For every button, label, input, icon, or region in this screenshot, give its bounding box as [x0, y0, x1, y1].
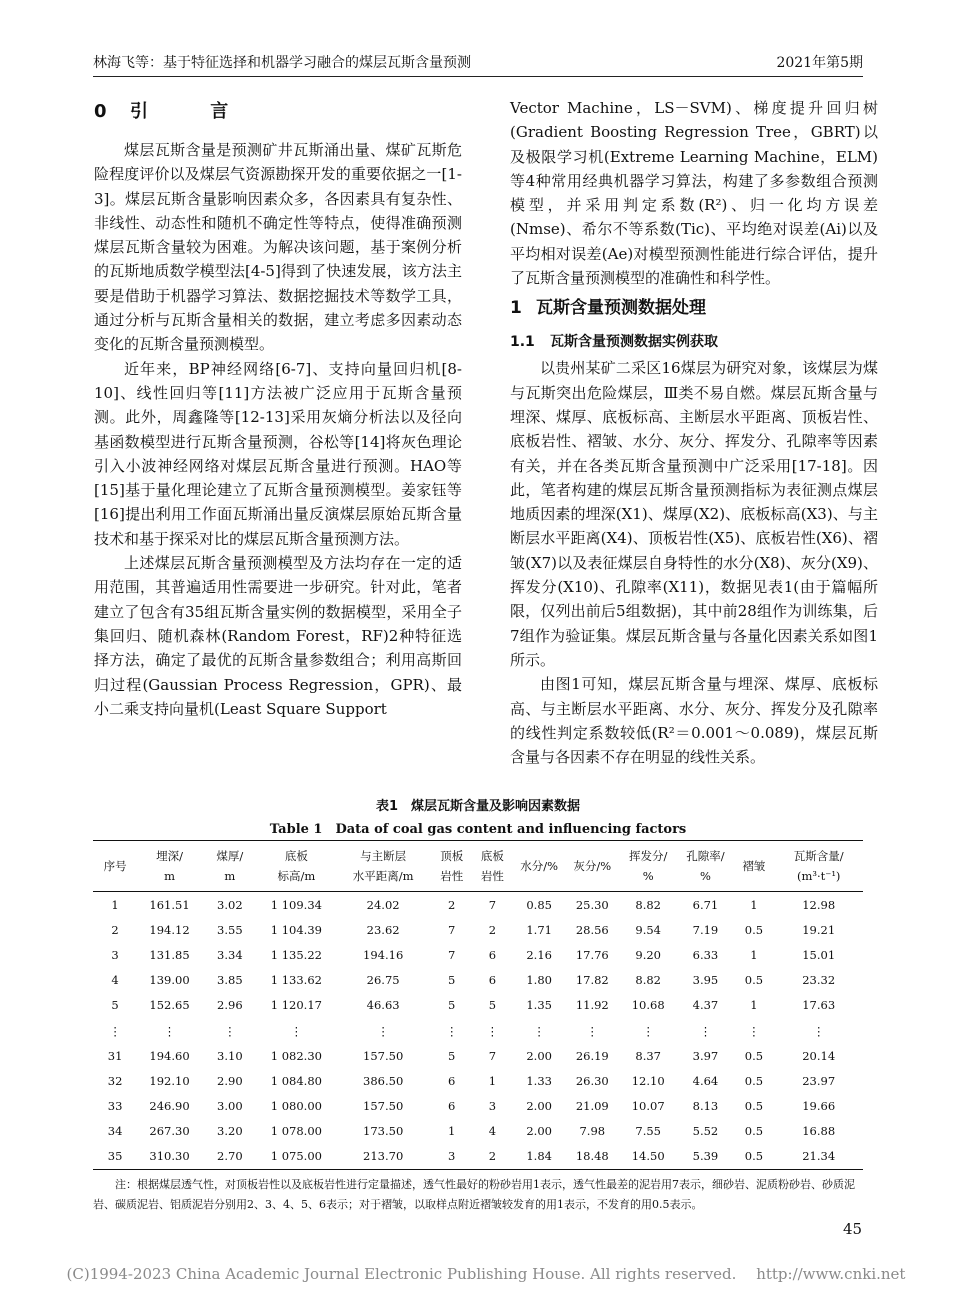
- table-cell: 4.64: [692, 1073, 719, 1088]
- table-cell: 267.30: [149, 1124, 190, 1139]
- table-cell: 0.5: [744, 922, 764, 937]
- table-cell: 26.30: [575, 1073, 609, 1088]
- table-cell: 3.02: [217, 897, 243, 912]
- table-caption-cn: 表1 煤层瓦斯含量及影响因素数据: [375, 799, 581, 814]
- table-cell: 11.92: [575, 998, 609, 1013]
- intro-paragraph-3-continued: Vector Machine，LS－SVM)、梯度提升回归树(Gradient Boosting Regression Tree，GBRT)以及极限学习机(Extreme Learning Machine，ELM)等4种常用经典机器学习算法，构建了多参数组合预测模型，并采用判定系数(R²)、归一化均方误差(Nmse)、希尔不等系数(Tic)、平均绝对误差(Ai)以及平均相对误差(Ae)对模型预测性能进行综合评估，提升了瓦斯含量预测模型的准确性和科学性。: [510, 99, 878, 288]
- table-cell: 2: [488, 922, 497, 937]
- table-cell: 10.68: [631, 998, 665, 1013]
- table-cell: 2.00: [526, 1048, 552, 1063]
- table-cell: 0.5: [744, 1048, 764, 1063]
- table-cell: ⋮: [486, 1023, 499, 1038]
- table-cell: 310.30: [137, 1144, 202, 1170]
- section-1-1-heading: [510, 330, 878, 354]
- table-cell: 23.97: [802, 1073, 836, 1088]
- table-cell: 9.20: [635, 947, 661, 962]
- table-cell: 4.37: [692, 998, 719, 1013]
- table-cell: 2.90: [217, 1073, 243, 1088]
- table-cell: 173.50: [363, 1124, 404, 1139]
- table-cell: 16.88: [802, 1124, 836, 1139]
- table-cell: 3.95: [692, 973, 719, 988]
- table-cell: 7.55: [635, 1124, 661, 1139]
- table-cell: 46.63: [366, 998, 400, 1013]
- table-cell: ⋮: [377, 1023, 389, 1038]
- table-cell: 5.52: [692, 1124, 719, 1139]
- table-cell: 14.50: [619, 1144, 678, 1170]
- table-cell: 6.71: [692, 897, 719, 912]
- section-0-title: 引 言: [130, 101, 257, 122]
- table-row: [93, 892, 863, 918]
- table-cell: 6: [448, 1099, 456, 1114]
- table-cell: 0.5: [744, 973, 764, 988]
- page-number: 45: [843, 1220, 863, 1238]
- table-cell: 5: [111, 998, 119, 1013]
- table-cell: 1: [750, 998, 758, 1013]
- table-cell: 1 109.34: [270, 897, 322, 912]
- table-cell: 8.13: [692, 1099, 719, 1114]
- intro-paragraph-1: 煤层瓦斯含量是预测矿井瓦斯涌出量、煤矿瓦斯危险程度评价以及煤层气资源勘探开发的重要依据之一[1-3]。煤层瓦斯含量影响因素众多，各因素具有复杂性、非线性、动态性和随机不确定性等特点，使得准确预测煤层瓦斯含量较为困难。为解决该问题，基于案例分析的瓦斯地质数学模型法[4-5]得到了快速发展，该方法主要是借助于机器学习算法、数据挖掘技术等数学工具，通过分析与瓦斯含量相关的数据，建立考虑多因素动态变化的瓦斯含量预测模型。: [94, 141, 462, 354]
- table-cell: 3.85: [217, 973, 243, 988]
- table-cell: 28.56: [575, 922, 609, 937]
- table-cell: 3.55: [217, 922, 243, 937]
- table-cell: 32: [107, 1073, 123, 1088]
- table-header-cell: 挥发分/ %: [619, 841, 678, 892]
- table-cell: 17.82: [575, 973, 609, 988]
- table-row: [93, 1144, 863, 1170]
- table-cell: ⋮: [586, 1023, 599, 1038]
- table-cell: 2.16: [526, 947, 552, 962]
- table-row: [93, 1119, 863, 1144]
- table-cell: 6.33: [692, 947, 719, 962]
- table-cell: 24.02: [366, 897, 400, 912]
- table-cell: 2.96: [217, 998, 243, 1013]
- table-header-cell: 埋深/ m: [137, 841, 202, 892]
- table-cell: 6: [488, 973, 497, 988]
- table-cell: 5.39: [677, 1144, 733, 1170]
- table-cell: 7: [488, 897, 497, 912]
- table-cell: 26.75: [366, 973, 400, 988]
- table-cell: 0.5: [744, 1099, 764, 1114]
- table-cell: 5: [488, 998, 497, 1013]
- table-cell: 26.19: [575, 1048, 609, 1063]
- table-cell: 4: [111, 973, 119, 988]
- table-cell: 194.12: [149, 922, 190, 937]
- table-row: [93, 993, 863, 1018]
- table-cell: 386.50: [363, 1073, 404, 1088]
- table-cell: 2: [472, 1144, 513, 1170]
- table-cell: 6: [488, 947, 497, 962]
- table-header-cell: 序号: [93, 841, 137, 892]
- table-cell: 1 120.17: [270, 998, 322, 1013]
- table-cell: 21.34: [774, 1144, 863, 1170]
- table-cell: 0.5: [744, 1073, 764, 1088]
- table-cell: 131.85: [149, 947, 190, 962]
- table-cell: 15.01: [802, 947, 836, 962]
- table-cell: 1 075.00: [258, 1144, 335, 1170]
- table-header-cell: 底板 岩性: [472, 841, 513, 892]
- table-cell: 3.20: [217, 1124, 243, 1139]
- table-cell: 17.76: [575, 947, 609, 962]
- table-cell: 152.65: [149, 998, 190, 1013]
- table-header-row: [93, 841, 863, 892]
- right-column: [510, 96, 878, 769]
- table-cell: 0.5: [733, 1144, 774, 1170]
- running-header: [93, 52, 863, 74]
- table-cell: 4: [488, 1124, 497, 1139]
- table-cell: 7: [488, 1048, 497, 1063]
- table-cell: 1 133.62: [270, 973, 322, 988]
- table-cell: 1: [448, 1124, 456, 1139]
- table-cell: 5: [448, 998, 456, 1013]
- table-cell: ⋮: [812, 1023, 825, 1038]
- table-cell: 3.34: [217, 947, 243, 962]
- table-cell: 213.70: [335, 1144, 431, 1170]
- table-cell: 9.54: [635, 922, 661, 937]
- table-cell: 7.19: [692, 922, 719, 937]
- table-header-cell: 水分/%: [513, 841, 566, 892]
- table-cell: 19.66: [802, 1099, 836, 1114]
- table-cell: ⋮: [699, 1023, 712, 1038]
- table-cell: 2.00: [526, 1124, 552, 1139]
- table-cell: 25.30: [575, 897, 609, 912]
- table-cell: 33: [107, 1099, 123, 1114]
- table-cell: 7: [448, 947, 456, 962]
- table-header-cell: 孔隙率/ %: [677, 841, 733, 892]
- section-1-1-title: 瓦斯含量预测数据实例获取: [550, 334, 718, 351]
- table-row: [93, 1043, 863, 1068]
- table-cell: 20.14: [802, 1048, 836, 1063]
- table-cell: 1 078.00: [270, 1124, 322, 1139]
- header-title: 林海飞等：基于特征选择和机器学习融合的煤层瓦斯含量预测: [93, 55, 471, 71]
- table-cell: 3: [431, 1144, 472, 1170]
- table-cell: 1: [750, 897, 758, 912]
- table-row: [93, 942, 863, 967]
- table-cell: 1.71: [526, 922, 552, 937]
- table-cell: 31: [107, 1048, 123, 1063]
- section-1-number: 1: [510, 298, 522, 319]
- table-header-cell: 与主断层 水平距离/m: [335, 841, 431, 892]
- table-header-cell: 底板 标高/m: [258, 841, 335, 892]
- table-cell: 19.21: [802, 922, 836, 937]
- header-issue: 2021年第5期: [776, 55, 863, 71]
- table-cell: 1 082.30: [270, 1048, 322, 1063]
- data-table: [93, 840, 863, 1170]
- table-cell: 2.70: [202, 1144, 258, 1170]
- section-1-1-number: 1.1: [510, 334, 535, 351]
- header-rule: [93, 76, 863, 77]
- table-cell: 3: [488, 1099, 497, 1114]
- table-header-cell: 褶皱: [733, 841, 774, 892]
- table-cell: 1 080.00: [270, 1099, 322, 1114]
- table-row: [93, 917, 863, 942]
- table-cell: ⋮: [224, 1023, 236, 1038]
- table-cell: 5: [448, 1048, 456, 1063]
- table-cell: 23.32: [802, 973, 836, 988]
- table-cell: 1 104.39: [270, 922, 322, 937]
- table-cell: 0.85: [526, 897, 552, 912]
- table-cell: 5: [448, 973, 456, 988]
- table-row: [93, 1094, 863, 1119]
- table-cell: 1: [111, 897, 119, 912]
- table-cell: ⋮: [533, 1023, 545, 1038]
- table-cell: 1.33: [526, 1073, 552, 1088]
- table-cell: 0.5: [744, 1124, 764, 1139]
- table-header-cell: 灰分/%: [566, 841, 619, 892]
- table-cell: ⋮: [290, 1023, 303, 1038]
- table-cell: 1.80: [526, 973, 552, 988]
- table-cell: 2: [111, 922, 119, 937]
- table-cell: 1 135.22: [270, 947, 322, 962]
- table-cell: 21.09: [575, 1099, 609, 1114]
- table-header-cell: 瓦斯含量/ (m³·t⁻¹): [774, 841, 863, 892]
- table-cell: 2.00: [526, 1099, 552, 1114]
- table-cell: 161.51: [149, 897, 190, 912]
- table-body: [93, 892, 863, 1170]
- section-1-heading: [510, 296, 878, 320]
- table-cell: 8.82: [635, 973, 661, 988]
- table-cell: 10.07: [631, 1099, 665, 1114]
- table-cell: 192.10: [149, 1073, 190, 1088]
- table-cell: 194.16: [363, 947, 404, 962]
- table-row: [93, 1068, 863, 1093]
- table-cell: 35: [93, 1144, 137, 1170]
- table-header-cell: 煤厚/ m: [202, 841, 258, 892]
- table-cell: 1 084.80: [270, 1073, 322, 1088]
- table-cell: 1: [750, 947, 758, 962]
- table-cell: 246.90: [149, 1099, 190, 1114]
- intro-paragraph-3: 上述煤层瓦斯含量预测模型及方法均存在一定的适用范围，其普遍适用性需要进一步研究。针对此，笔者建立了包含有35组瓦斯含量实例的数据模型，采用全子集回归、随机森林(Random Forest，RF)2种特征选择方法，确定了最优的瓦斯含量参数组合；利用高斯回归过程(Gaussian Process Regression，GPR)、最小二乘支持向量机(Least Square Support: [94, 554, 462, 718]
- section-0-heading: [94, 100, 462, 124]
- table-cell: 8.37: [635, 1048, 661, 1063]
- table-cell: ⋮: [445, 1023, 458, 1038]
- table-row: [93, 968, 863, 993]
- table-cell: 139.00: [149, 973, 190, 988]
- table-cell: ⋮: [642, 1023, 654, 1038]
- table-note: 注：根据煤层透气性，对顶板岩性以及底板岩性进行定量描述，透气性最好的粉砂岩用1表示，透气性最差的泥岩用7表示，细砂岩、泥质粉砂岩、砂质泥岩、碳质泥岩、铝质泥岩分别用2、3、4、5、6表示；对于褶皱，以取样点附近褶皱较发育的用1表示，不发育的用0.5表示。: [93, 1178, 855, 1211]
- table-cell: 157.50: [363, 1099, 404, 1114]
- table-cell: 18.48: [566, 1144, 619, 1170]
- table-cell: 1.84: [513, 1144, 566, 1170]
- table-cell: 3: [111, 947, 119, 962]
- table-row: [93, 1018, 863, 1043]
- section-1-title: 瓦斯含量预测数据处理: [536, 298, 706, 319]
- table-cell: 12.98: [802, 897, 836, 912]
- table-cell: 34: [107, 1124, 123, 1139]
- table-cell: 3.10: [217, 1048, 243, 1063]
- table-cell: ⋮: [163, 1023, 176, 1038]
- table-cell: 1.35: [526, 998, 552, 1013]
- copyright-footer: (C)1994-2023 China Academic Journal Electronic Publishing House. All rights reserved. http://www.cnki.net: [66, 1265, 906, 1283]
- table-cell: 1: [488, 1073, 497, 1088]
- table-cell: 6: [448, 1073, 456, 1088]
- table-cell: ⋮: [109, 1023, 121, 1038]
- data-paragraph-2: 由图1可知，煤层瓦斯含量与埋深、煤厚、底板标高、与主断层水平距离、水分、灰分、挥发分及孔隙率的线性判定系数较低(R²＝0.001～0.089)，煤层瓦斯含量与各因素不存在明显的线性关系。: [510, 675, 878, 767]
- section-0-number: 0: [94, 101, 109, 122]
- table-cell: 2: [448, 897, 456, 912]
- table-cell: 3.97: [692, 1048, 719, 1063]
- table-caption-en: Table 1 Data of coal gas content and influencing factors: [269, 822, 687, 837]
- table-cell: 12.10: [631, 1073, 665, 1088]
- table-header-cell: 顶板 岩性: [431, 841, 472, 892]
- table-cell: 17.63: [802, 998, 836, 1013]
- table-cell: 7.98: [579, 1124, 606, 1139]
- table-cell: 7: [448, 922, 456, 937]
- table-cell: 157.50: [363, 1048, 404, 1063]
- table-cell: 3.00: [217, 1099, 243, 1114]
- table-cell: 194.60: [149, 1048, 190, 1063]
- table-cell: ⋮: [748, 1023, 760, 1038]
- data-paragraph-1: 以贵州某矿二采区16煤层为研究对象，该煤层为煤与瓦斯突出危险煤层，Ⅲ类不易自燃。煤层瓦斯含量与埋深、煤厚、底板标高、主断层水平距离、顶板岩性、底板岩性、褶皱、水分、灰分、挥发分、孔隙率等因素有关，并在各类瓦斯含量预测中广泛采用[17-18]。因此，笔者构建的煤层瓦斯含量预测指标为表征测点煤层地质因素的埋深(X1)、煤厚(X2)、底板标高(X3)、与主断层水平距离(X4)、顶板岩性(X5)、底板岩性(X6)、褶皱(X7)以及表征煤层自身特性的水分(X8)、灰分(X9)、挥发分(X10)、孔隙率(X11)，数据见表1(由于篇幅所限，仅列出前后5组数据)，其中前28组作为训练集，后7组作为验证集。煤层瓦斯含量与各量化因素关系如图1所示。: [510, 359, 878, 669]
- table-cell: 8.82: [635, 897, 661, 912]
- left-column: [94, 96, 462, 721]
- intro-paragraph-2: 近年来，BP神经网络[6-7]、支持向量回归机[8-10]、线性回归等[11]方法被广泛应用于瓦斯含量预测。此外，周鑫隆等[12-13]采用灰熵分析法以及径向基函数模型进行瓦斯含量预测，谷松等[14]将灰色理论引入小波神经网络对煤层瓦斯含量进行预测。HAO等[15]基于量化理论建立了瓦斯含量预测模型。姜家钰等[16]提出利用工作面瓦斯涌出量反演煤层原始瓦斯含量技术和基于探采对比的煤层瓦斯含量预测方法。: [94, 359, 462, 548]
- table-cell: 23.62: [366, 922, 400, 937]
